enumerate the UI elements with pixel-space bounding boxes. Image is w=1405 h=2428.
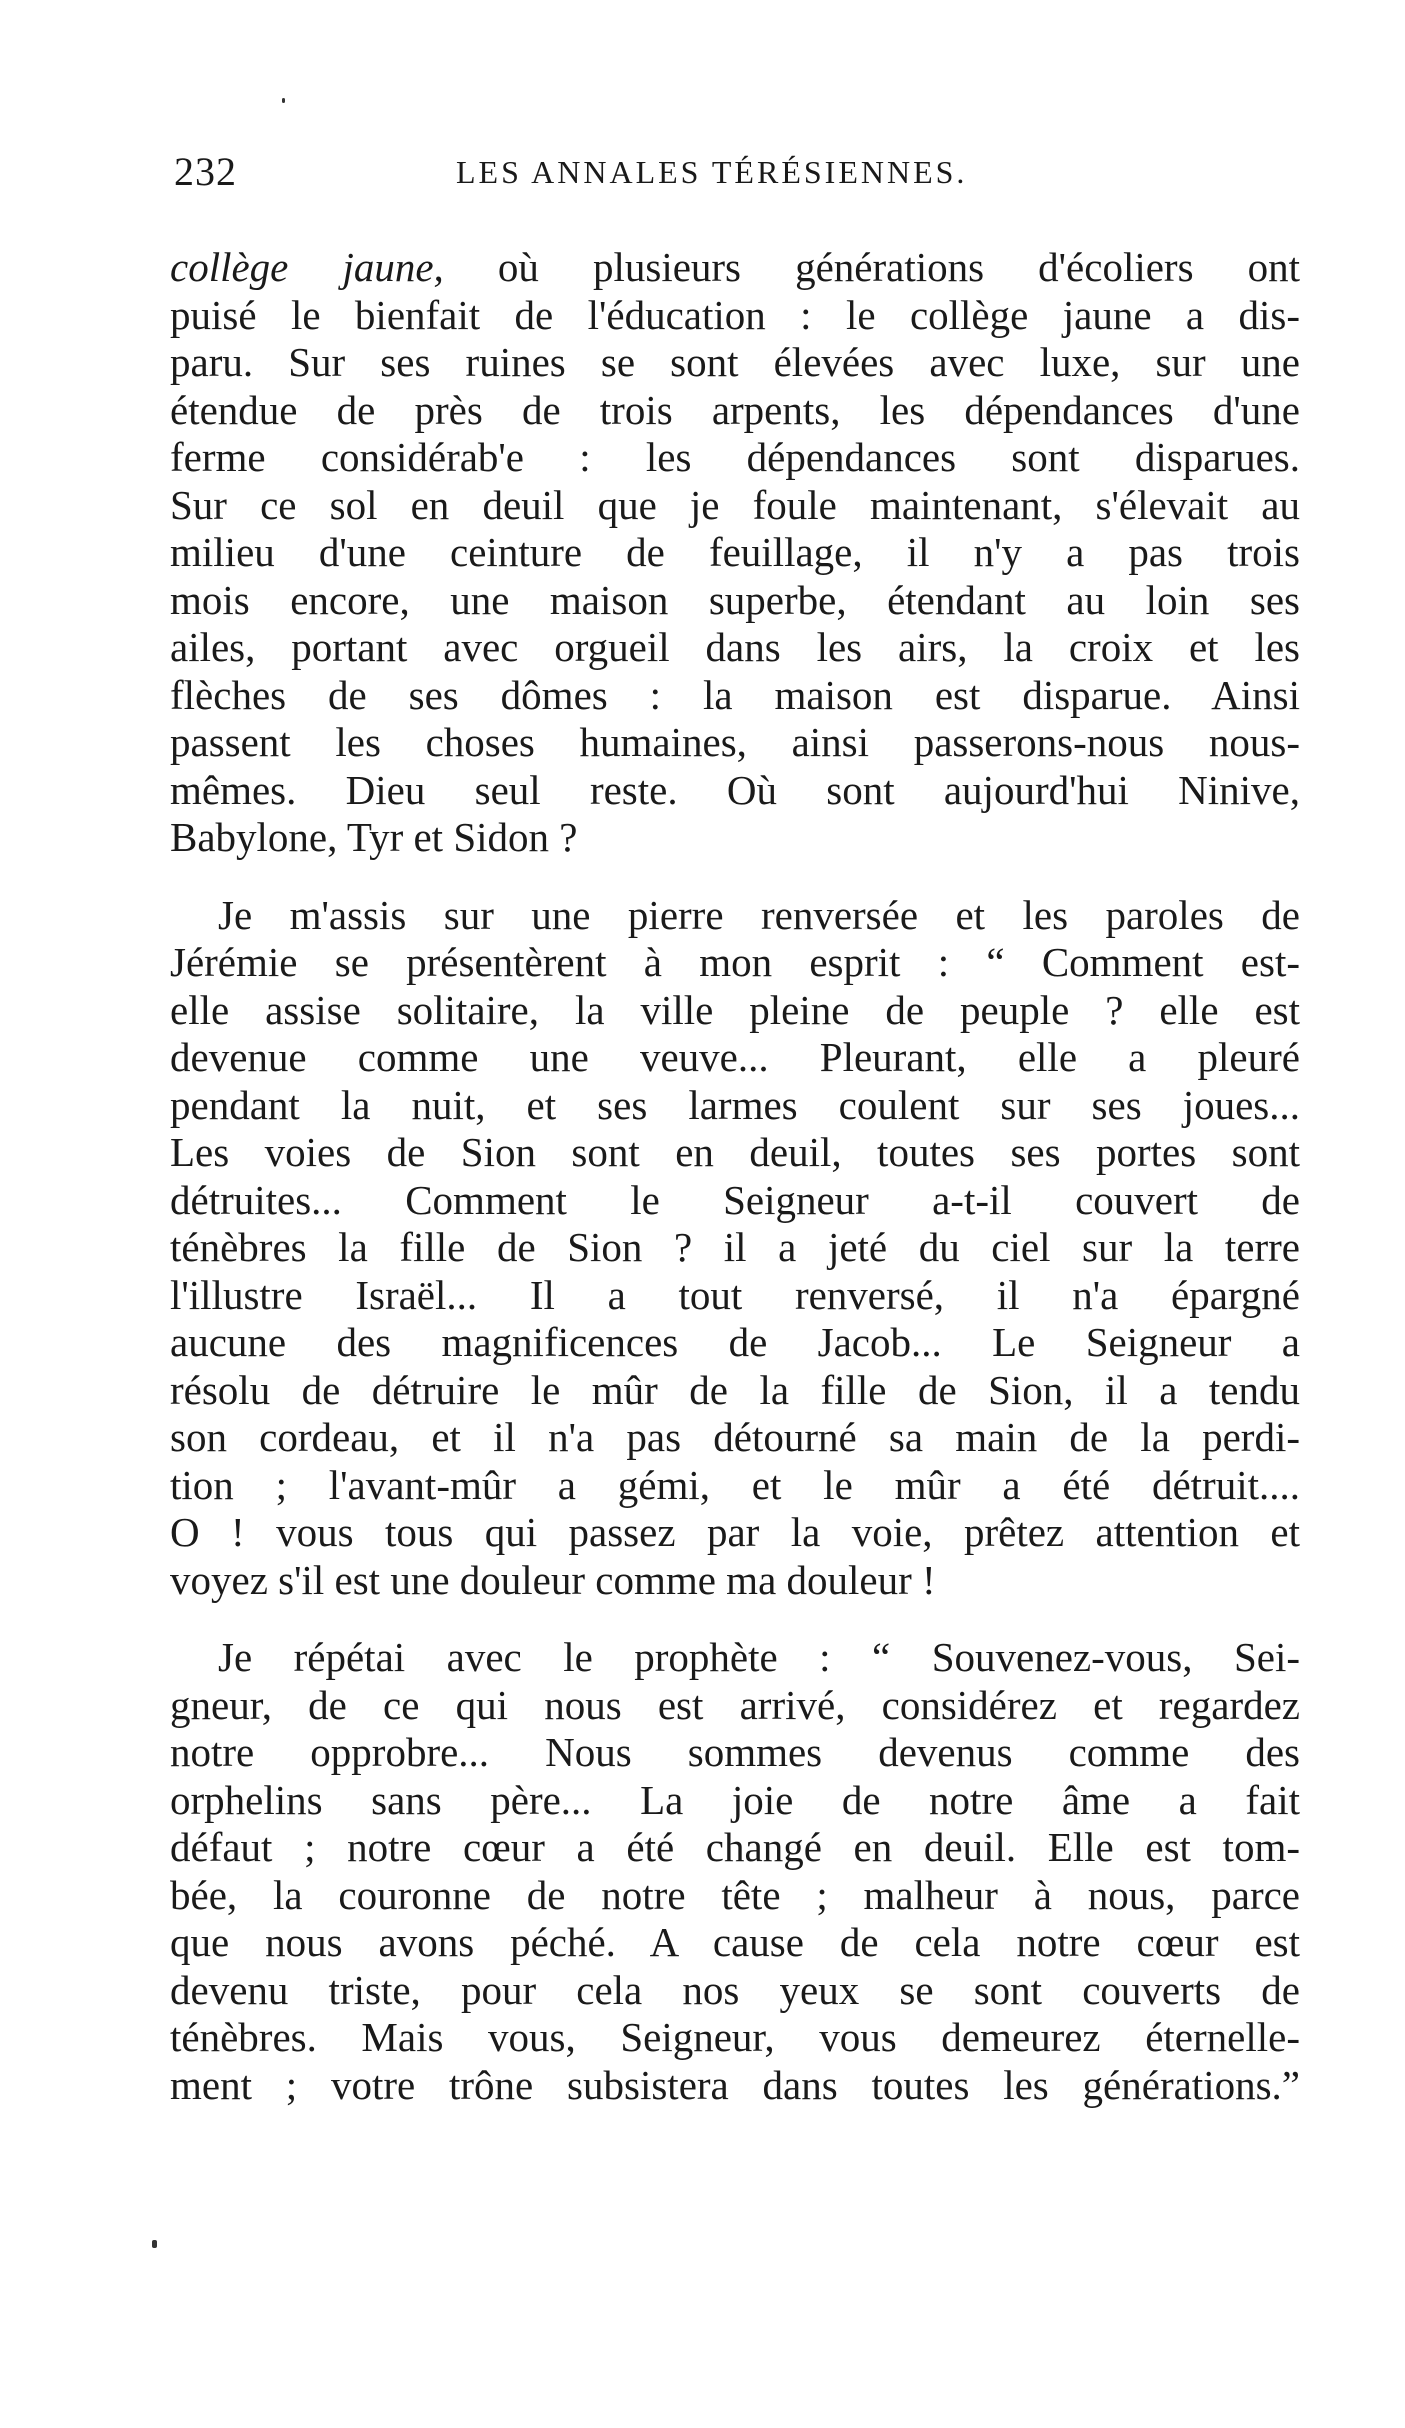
paragraph-1 [170, 244, 1300, 862]
text-line: O ! vous tous qui passez par la voie, prêtez attention et [170, 1509, 1300, 1555]
text-line: ténèbres. Mais vous, Seigneur, vous demeurez éternelle- [170, 2014, 1300, 2060]
ink-speck [282, 98, 285, 103]
text-line: Les voies de Sion sont en deuil, toutes ses portes sont [170, 1129, 1300, 1175]
text-line: mêmes. Dieu seul reste. Où sont aujourd'hui Ninive, [170, 766, 1300, 813]
text-line: ment ; votre trône subsistera dans toutes les générations.” [170, 2061, 1300, 2108]
text-line: ténèbres la fille de Sion ? il a jeté du ciel sur la terre [170, 1224, 1300, 1270]
text-line: bée, la couronne de notre tête ; malheur à nous, parce [170, 1871, 1300, 1918]
text-line: mois encore, une maison superbe, étendant au loin ses [170, 576, 1300, 623]
text-line: collège jaune, où plusieurs générations d'écoliers ont [170, 244, 1301, 290]
text-line: ailes, portant avec orgueil dans les airs, la croix et les [170, 624, 1300, 670]
body-text [170, 244, 1300, 2109]
text-line: voyez s'il est une douleur comme ma douleur ! [170, 1556, 936, 1603]
paragraph-3 [170, 1634, 1300, 2109]
text-line: Babylone, Tyr et Sidon ? [170, 814, 578, 860]
text-line: flèches de ses dômes : la maison est disparue. Ainsi [170, 671, 1300, 718]
text-line: ferme considérab'e : les dépendances sont disparues. [170, 434, 1300, 480]
text-line: que nous avons péché. A cause de cela notre cœur est [170, 1919, 1300, 1965]
text-line: détruites... Comment le Seigneur a-t-il couvert de [170, 1176, 1300, 1223]
running-title: LES ANNALES TÉRÉSIENNES. [456, 154, 968, 190]
text-line: son cordeau, et il n'a pas détourné sa main de la perdi- [170, 1414, 1300, 1460]
text-line: défaut ; notre cœur a été changé en deuil. Elle est tom- [170, 1824, 1300, 1870]
text-line: pendant la nuit, et ses larmes coulent sur ses joues... [170, 1081, 1300, 1128]
text-line: notre opprobre... Nous sommes devenus comme des [170, 1729, 1300, 1775]
text-line: milieu d'une ceinture de feuillage, il n'y a pas trois [170, 529, 1300, 575]
text-line: puisé le bienfait de l'éducation : le collège jaune a dis- [170, 291, 1300, 338]
text-line: Jérémie se présentèrent à mon esprit : “ Comment est- [170, 939, 1300, 985]
text-line: orphelins sans père... La joie de notre âme a fait [170, 1776, 1300, 1823]
text-line: elle assise solitaire, la ville pleine de peuple ? elle est [170, 986, 1300, 1033]
text-line: Je m'assis sur une pierre renversée et les paroles de [218, 891, 1300, 938]
text-line: paru. Sur ses ruines se sont élevées avec luxe, sur une [170, 339, 1300, 385]
text-line: Je répétai avec le prophète : “ Souvenez-vous, Sei- [218, 1634, 1300, 1680]
paragraph-2 [170, 892, 1300, 1605]
text-line: devenue comme une veuve... Pleurant, elle a pleuré [170, 1034, 1300, 1080]
italic-phrase: collège jaune, [170, 244, 444, 290]
ink-speck [152, 2240, 157, 2248]
text-line: résolu de détruire le mûr de la fille de Sion, il a tendu [170, 1366, 1300, 1413]
text-line: tion ; l'avant-mûr a gémi, et le mûr a été détruit.... [170, 1461, 1300, 1508]
text-line: gneur, de ce qui nous est arrivé, considérez et regardez [170, 1681, 1300, 1728]
text-line: devenu triste, pour cela nos yeux se sont couverts de [170, 1966, 1300, 2013]
text-line: aucune des magnificences de Jacob... Le Seigneur a [170, 1319, 1300, 1365]
text-line: Sur ce sol en deuil que je foule maintenant, s'élevait au [170, 481, 1300, 528]
page-number: 232 [174, 149, 237, 194]
running-head [170, 148, 1310, 208]
text-line: passent les choses humaines, ainsi passerons-nous nous- [170, 719, 1300, 765]
text-line: l'illustre Israël... Il a tout renversé, il n'a épargné [170, 1271, 1300, 1318]
text-line: étendue de près de trois arpents, les dépendances d'une [170, 386, 1300, 433]
